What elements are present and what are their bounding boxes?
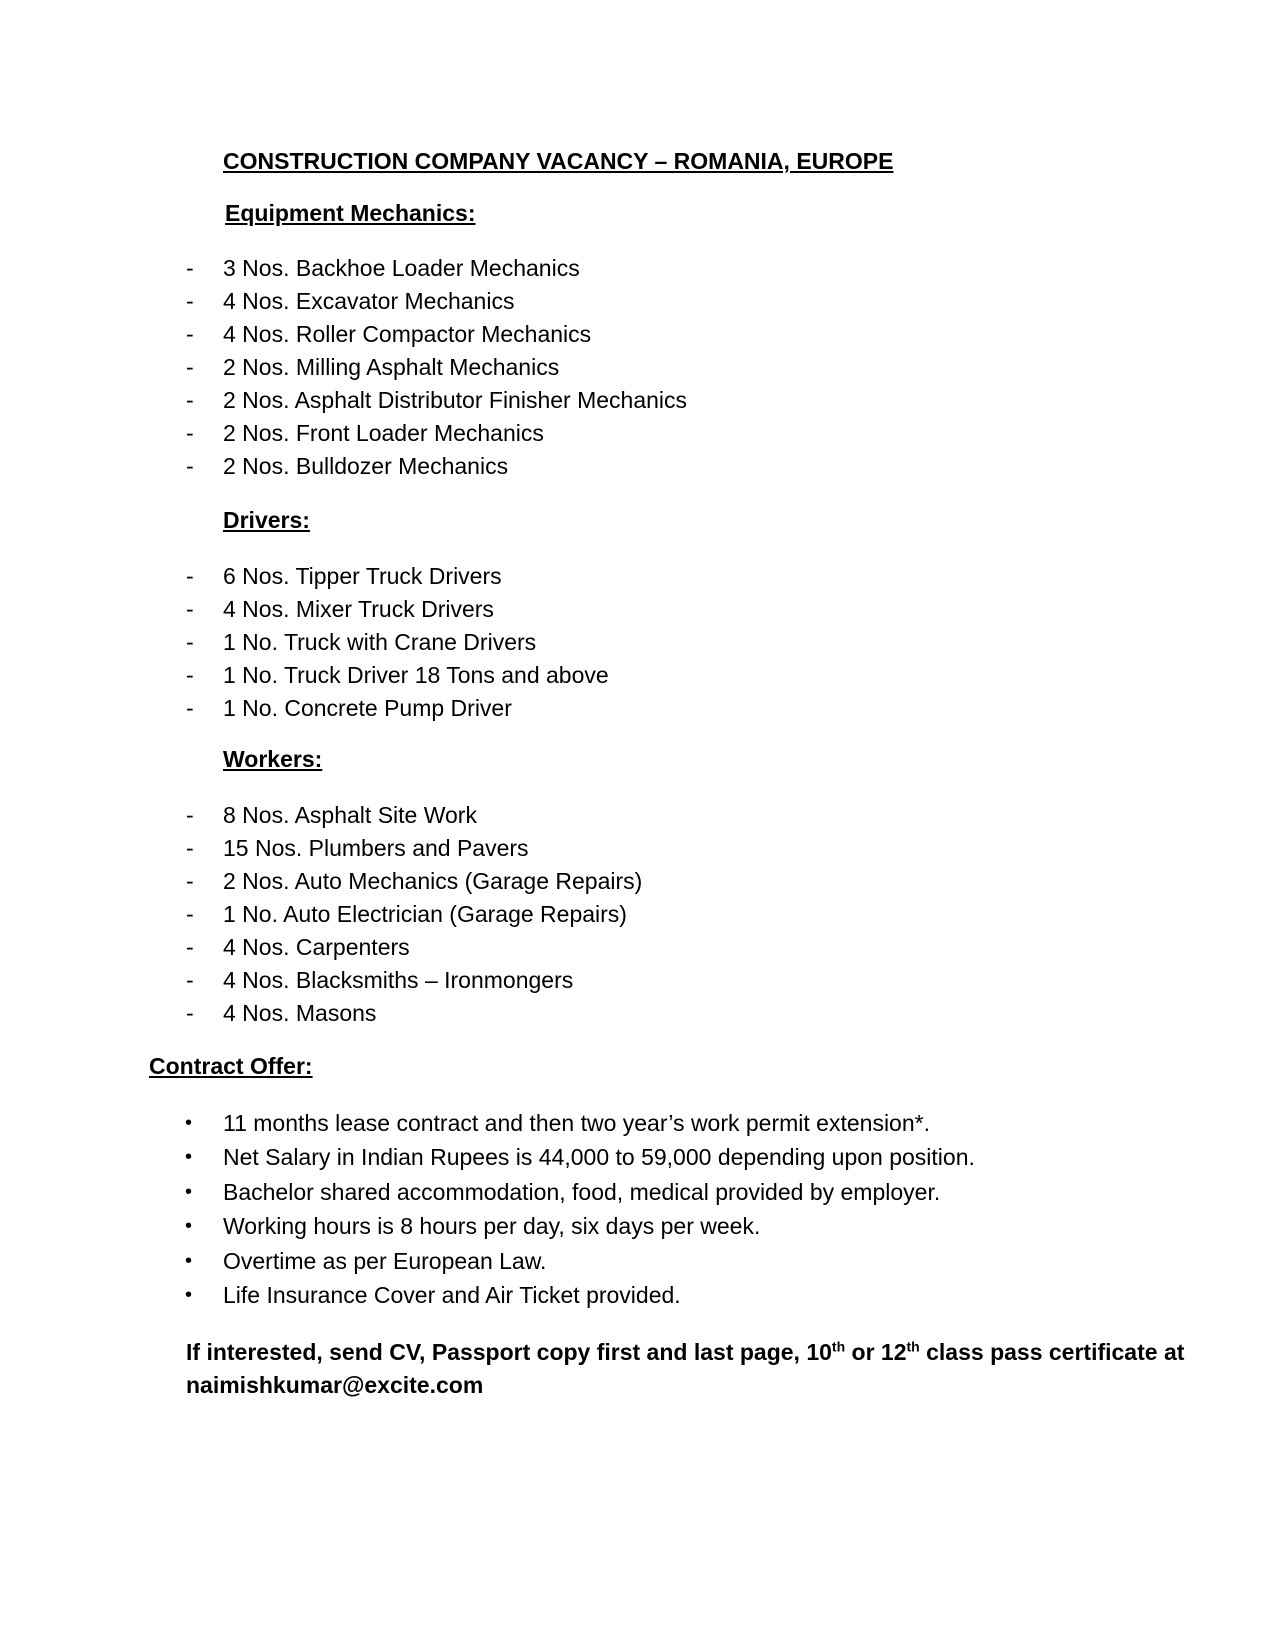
dash-marker: - [186,596,194,622]
list-item [186,626,609,659]
dash-marker: - [186,695,194,721]
bullet-icon: • [185,1112,193,1134]
list-item [186,450,687,483]
list-item [186,931,642,964]
list-item [185,1209,975,1243]
list-item-text: 8 Nos. Asphalt Site Work [223,802,477,828]
list-item [186,865,643,898]
section-heading-contract-offer: Contract Offer: [149,1053,313,1079]
dash-marker: - [186,967,194,993]
dash-marker: - [186,255,194,281]
list-item [186,417,687,450]
list-item-text: 4 Nos. Masons [223,1000,377,1026]
drivers-list [186,560,609,725]
list-item-text: 2 Nos. Bulldozer Mechanics [223,453,509,479]
list-item [186,593,609,626]
list-item-text: 11 months lease contract and then two year’s work permit extension*. [223,1110,930,1136]
dash-marker: - [186,802,194,828]
section-heading-equipment-mechanics: Equipment Mechanics: [225,200,476,226]
dash-marker: - [186,662,194,688]
list-item [186,964,642,997]
list-item-text: 4 Nos. Mixer Truck Drivers [223,596,494,622]
list-item [186,560,609,593]
list-item [186,692,609,725]
list-item-text: 2 Nos. Front Loader Mechanics [223,420,544,446]
dash-marker: - [186,868,194,894]
dash-marker: - [186,1000,194,1026]
dash-marker: - [186,453,194,479]
list-item-text: 2 Nos. Asphalt Distributor Finisher Mechanics [223,387,688,413]
list-item [186,832,642,865]
contract-offer-list [185,1106,975,1312]
equipment-mechanics-list [186,252,688,483]
list-item [185,1244,975,1278]
list-item-text: Life Insurance Cover and Air Ticket provided. [223,1281,681,1308]
list-item [186,997,642,1030]
list-item-text: 2 Nos. Auto Mechanics (Garage Repairs) [223,868,643,894]
list-item-text: 6 Nos. Tipper Truck Drivers [223,563,502,589]
workers-list [186,799,643,1030]
list-item-text: 1 No. Truck with Crane Drivers [223,629,537,655]
list-item-text: 1 No. Auto Electrician (Garage Repairs) [223,901,627,927]
list-item-text: 4 Nos. Blacksmiths – Ironmongers [223,967,574,993]
section-heading-drivers: Drivers: [223,507,310,533]
document-title: CONSTRUCTION COMPANY VACANCY – ROMANIA, EUROPE [223,148,894,174]
list-item-text: Net Salary in Indian Rupees is 44,000 to 59,000 depending upon position. [223,1144,975,1171]
list-item-text: 3 Nos. Backhoe Loader Mechanics [223,255,580,281]
list-item [186,285,687,318]
dash-marker: - [186,901,194,927]
dash-marker: - [186,288,194,314]
application-instructions: If interested, send CV, Passport copy first and last page, 10th or 12th class pass certificate at naimishkumar@excite.com [186,1338,1185,1398]
dash-marker: - [186,563,194,589]
bullet-icon: • [185,1283,193,1306]
list-item-text: Overtime as per European Law. [223,1247,547,1274]
list-item-text: 1 No. Truck Driver 18 Tons and above [223,662,609,688]
bullet-icon: • [185,1180,193,1203]
list-item [186,799,642,832]
list-item-text: 4 Nos. Carpenters [223,934,410,960]
list-item-text: 4 Nos. Excavator Mechanics [223,288,515,314]
list-item [185,1106,975,1140]
bullet-icon: • [185,1146,193,1169]
list-item-text: 15 Nos. Plumbers and Pavers [223,835,529,861]
dash-marker: - [186,629,194,655]
section-heading-workers: Workers: [223,746,323,772]
list-item [186,252,687,285]
dash-marker: - [186,835,194,861]
list-item [186,898,642,931]
list-item-text: Working hours is 8 hours per day, six days per week. [223,1213,761,1240]
dash-marker: - [186,321,194,347]
list-item-text: 4 Nos. Roller Compactor Mechanics [223,321,592,347]
bullet-icon: • [185,1249,193,1272]
list-item [185,1140,975,1174]
list-item [186,351,687,384]
list-item-text: 2 Nos. Milling Asphalt Mechanics [223,354,560,380]
dash-marker: - [186,354,194,380]
list-item-text: 1 No. Concrete Pump Driver [223,695,512,721]
dash-marker: - [186,934,194,960]
dash-marker: - [186,420,194,446]
list-item-text: Bachelor shared accommodation, food, medical provided by employer. [223,1178,941,1205]
bullet-icon: • [185,1215,193,1238]
list-item [185,1175,975,1209]
list-item [186,318,687,351]
list-item [186,384,688,417]
list-item [185,1278,975,1312]
list-item [186,659,609,692]
dash-marker: - [186,387,194,413]
